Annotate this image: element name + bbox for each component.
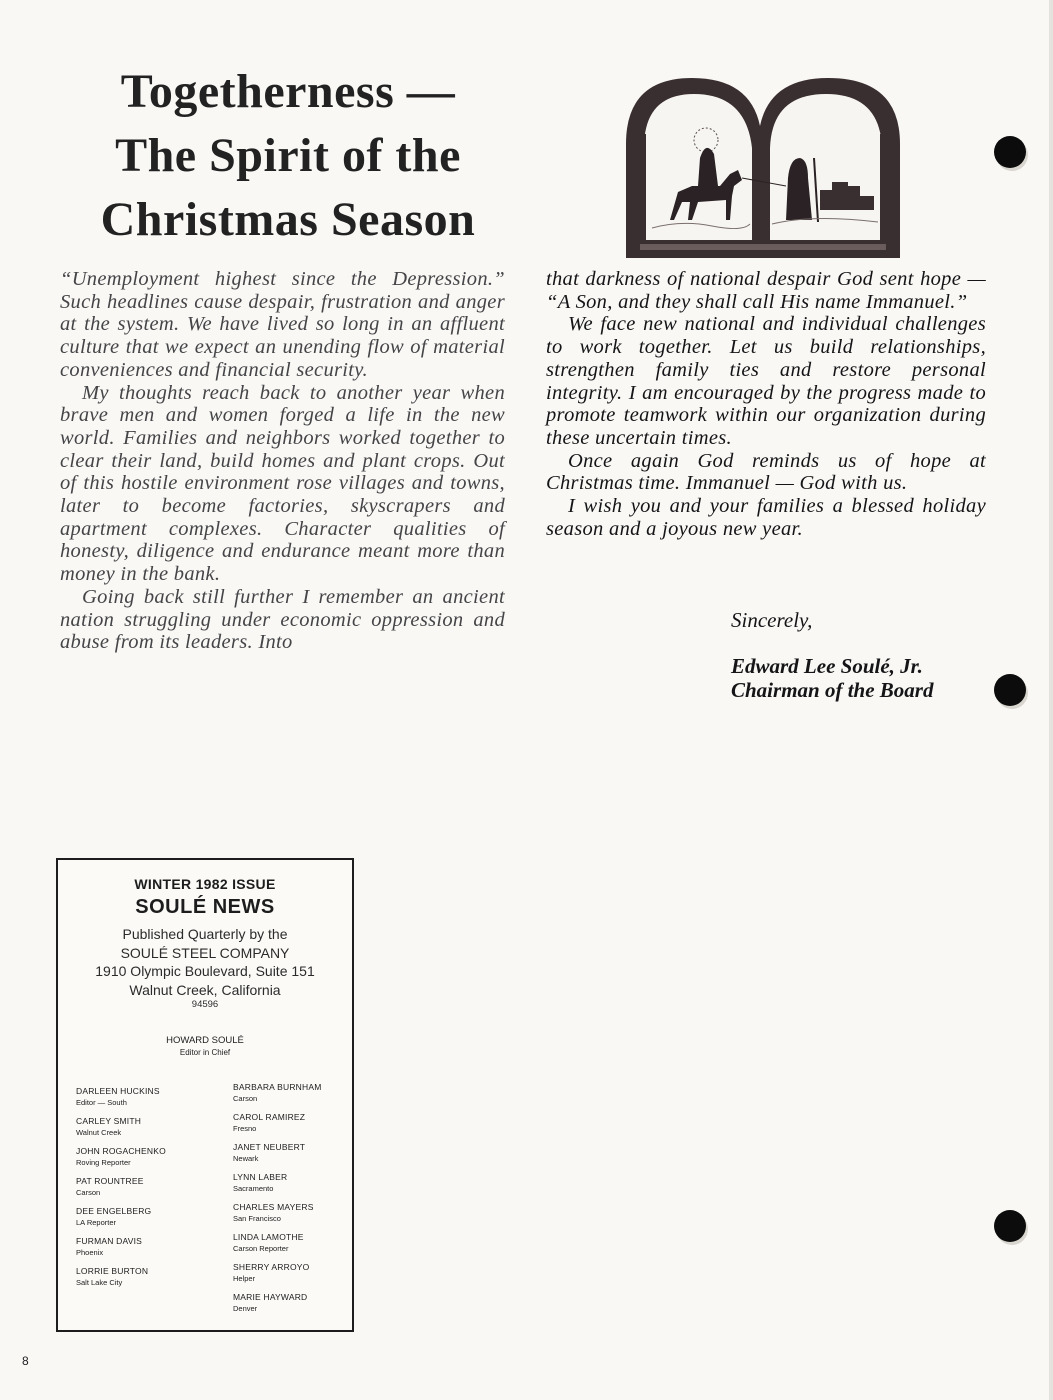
staff-role: Carson (76, 1188, 101, 1197)
staff-role: Helper (233, 1274, 256, 1283)
letter-paragraph: My thoughts reach back to another year when brave men and women forged a life in the new world. Families and neighbors worked together to clear their land, build homes and plant crops. Out of this hostile environment rose villages and towns, later to become factories, skyscrapers and apartment complexes. Character qualities of honesty, diligence and endurance meant more than money in the bank. (60, 381, 505, 586)
staff-entry (76, 1206, 216, 1236)
masthead-box (56, 858, 354, 1332)
letter-paragraph: We face new national and individual challenges to work together. Let us build relationships, strengthen family ties and restore personal integrity. I am encouraged by the progress made to promote teamwork within our organization during these uncertain times. (546, 313, 986, 449)
staff-name: FURMAN DAVIS (76, 1236, 142, 1246)
company-name: SOULÉ STEEL COMPANY (120, 944, 290, 961)
staff-role: Roving Reporter (76, 1158, 131, 1167)
staff-entry (76, 1236, 216, 1266)
staff-role: Newark (233, 1154, 259, 1163)
staff-role: Phoenix (76, 1248, 104, 1257)
staff-role: Salt Lake City (76, 1278, 123, 1287)
staff-column-left (76, 1086, 216, 1296)
street-address: 1910 Olympic Boulevard, Suite 151 (95, 963, 315, 979)
staff-role: LA Reporter (76, 1218, 117, 1227)
staff-entry (76, 1266, 216, 1296)
staff-name: JOHN ROGACHENKO (76, 1146, 166, 1156)
letter-paragraph: I wish you and your families a blessed holiday season and a joyous new year. (546, 495, 986, 540)
punch-hole-icon (994, 674, 1026, 706)
letter-paragraph: “Unemployment highest since the Depression.” Such headlines cause despair, frustration and anger at the system. We have lived so long in an affluent culture that we expect an unending flow of material conveniences and financial security. (60, 268, 505, 381)
staff-entry (233, 1292, 373, 1322)
staff-name: CARLEY SMITH (76, 1116, 142, 1126)
staff-entry (233, 1082, 373, 1112)
letter-closing: Sincerely, (731, 608, 813, 632)
letter-column-right (546, 268, 986, 540)
title-line: Togetherness — (120, 65, 456, 118)
staff-name: CHARLES MAYERS (233, 1202, 314, 1212)
page-edge (1049, 0, 1053, 1400)
staff-name: LINDA LAMOTHE (233, 1232, 304, 1242)
letter-paragraph: that darkness of national despair God sent hope — “A Son, and they shall call His name Immanuel.” (546, 268, 986, 313)
zip-code: 94596 (191, 999, 219, 1010)
editor-role: Editor in Chief (179, 1048, 231, 1057)
city-state: Walnut Creek, California (129, 981, 281, 998)
issue-label: WINTER 1982 ISSUE (134, 876, 276, 892)
letter-paragraph: Going back still further I remember an ancient nation struggling under economic oppression and abuse from its leaders. Into (60, 585, 505, 654)
punch-hole-icon (994, 1210, 1026, 1242)
staff-role: San Francisco (233, 1214, 281, 1223)
signer-title: Chairman of the Board (731, 678, 934, 702)
staff-name: SHERRY ARROYO (233, 1262, 310, 1272)
newsletter-name: SOULÉ NEWS (135, 896, 275, 918)
staff-name: LORRIE BURTON (76, 1266, 149, 1276)
staff-entry (76, 1146, 216, 1176)
staff-entry (233, 1232, 373, 1262)
staff-role: Fresno (233, 1124, 257, 1133)
staff-column-right (233, 1082, 373, 1322)
staff-name: CAROL RAMIREZ (233, 1112, 306, 1122)
staff-entry (233, 1142, 373, 1172)
published-by: Published Quarterly by the (122, 926, 288, 942)
editor-name: HOWARD SOULÉ (166, 1035, 244, 1046)
signer-name: Edward Lee Soulé, Jr. (731, 654, 923, 678)
staff-name: JANET NEUBERT (233, 1142, 306, 1152)
staff-role: Walnut Creek (76, 1128, 122, 1137)
staff-role: Carson Reporter (233, 1244, 289, 1253)
staff-name: DEE ENGELBERG (76, 1206, 152, 1216)
staff-role: Sacramento (233, 1184, 274, 1193)
letter-signature (731, 654, 933, 702)
staff-role: Denver (233, 1304, 258, 1313)
title-line: The Spirit of the (115, 129, 461, 182)
page-number: 8 (22, 1354, 29, 1368)
staff-entry (76, 1116, 216, 1146)
staff-entry (76, 1086, 216, 1116)
punch-hole-icon (994, 136, 1026, 168)
nativity-illustration (622, 74, 904, 260)
staff-role: Carson (233, 1094, 258, 1103)
article-title (88, 60, 488, 252)
staff-entry (233, 1172, 373, 1202)
staff-name: MARIE HAYWARD (233, 1292, 308, 1302)
staff-entry (233, 1202, 373, 1232)
staff-role: Editor — South (76, 1098, 127, 1107)
staff-entry (76, 1176, 216, 1206)
staff-name: LYNN LABER (233, 1172, 288, 1182)
title-line: Christmas Season (100, 193, 476, 246)
editor-in-chief (58, 1035, 352, 1059)
staff-entry (233, 1262, 373, 1292)
letter-paragraph: Once again God reminds us of hope at Christmas time. Immanuel — God with us. (546, 449, 986, 495)
staff-name: PAT ROUNTREE (76, 1176, 144, 1186)
publisher-info (58, 925, 352, 1011)
staff-name: BARBARA BURNHAM (233, 1082, 322, 1092)
staff-name: DARLEEN HUCKINS (76, 1086, 160, 1096)
staff-entry (233, 1112, 373, 1142)
letter-column-left (60, 268, 505, 654)
